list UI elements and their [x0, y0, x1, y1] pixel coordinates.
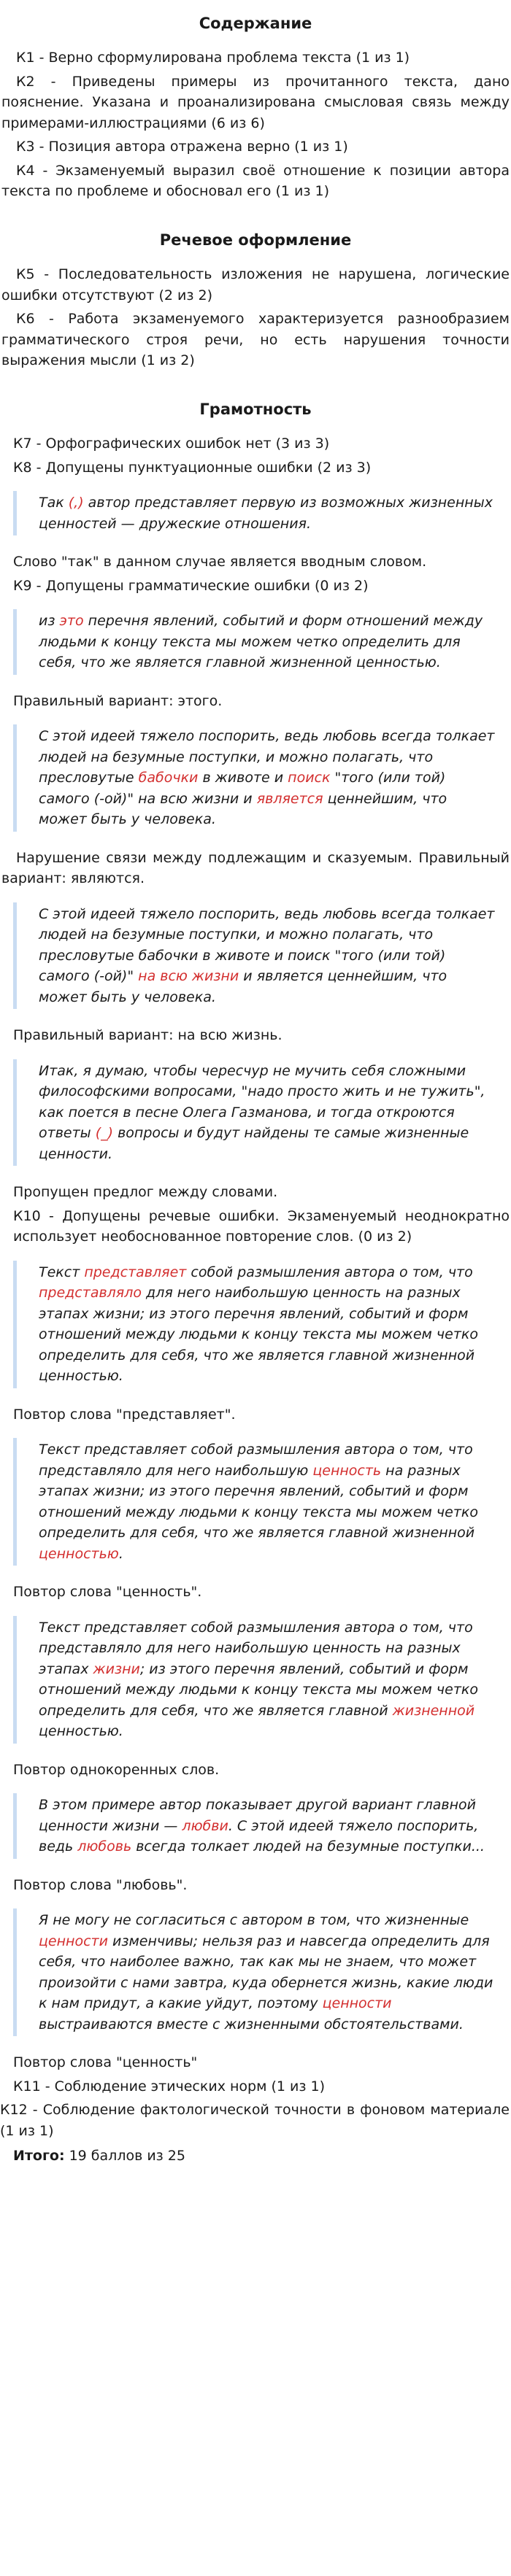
quote-example: [13, 902, 495, 1010]
quote-text: ; из этого перечня явлений, событий и форм отношений между людьми к концу текста мы можем четко определить для себя, что же является главной: [39, 1660, 479, 1719]
error-highlight: (_): [95, 1125, 114, 1142]
quote-text: .: [118, 1545, 123, 1562]
comment: Повтор слова "ценность": [13, 2054, 198, 2071]
quote-example: [13, 1438, 495, 1566]
quote-text: С этой идеей тяжело поспорить, ведь любовь всегда толкает людей на безумные поступки, и можно полагать, что пресловутые: [39, 728, 495, 786]
quote-text: перечня явлений, событий и форм отношений между людьми к концу текста мы можем четко определить для себя, что же является главной жизненной ценностью.: [39, 613, 483, 671]
error-highlight: это: [59, 613, 84, 630]
section-title-literacy: Грамотность: [199, 400, 312, 418]
error-highlight: на всю жизни: [138, 968, 239, 985]
quote-example: [13, 724, 495, 832]
quote-text: выстраиваются вместе с жизненными обстоятельствами.: [39, 2016, 464, 2032]
quote-text: изменчивы; нельзя раз и навсегда определить для себя, что наиболее важно, так как мы не знаем, что может произойти с нами завтра, куда обернется жизнь, какие люди к нам придут, а какие уйдут, поэтому: [39, 1933, 493, 2012]
quote-example: [13, 1261, 495, 1388]
quote-text: всегда толкает людей на безумные поступки...: [131, 1838, 485, 1855]
quote-text: для него наибольшую ценность на разных этапах жизни; из этого перечня явлений, событий и форм отношений между людьми к концу текста мы можем четко определить для себя, что же является главной жизненной ценностью.: [39, 1285, 479, 1385]
error-highlight: представляет: [84, 1264, 187, 1280]
quote-text: Текст представляет собой размышления автора о том, что представляло для него наибольшую: [39, 1442, 473, 1479]
quote-example: [13, 1059, 495, 1167]
quote-text: собой размышления автора о том, что: [186, 1264, 473, 1280]
error-highlight: представляло: [39, 1285, 142, 1301]
criterion-k10: К10 - Допущены речевые ошибки. Экзаменуемый неоднократно использует необоснованное повторение слов. (0 из 2): [13, 1207, 510, 1245]
total-label: Итого:: [13, 2148, 65, 2165]
error-highlight: ценностью: [39, 1545, 119, 1562]
error-highlight: жизненной: [392, 1702, 475, 1719]
quote-example: [13, 1616, 495, 1744]
error-highlight: жизни: [93, 1660, 140, 1677]
criterion-k2: К2 - Приведены примеры из прочитанного текста, дано пояснение. Указана и проанализирована смысловая связь между примерами-иллюстрациями (6 из 6): [1, 73, 510, 131]
quote-example: [13, 609, 495, 675]
criterion-k11: К11 - Соблюдение этических норм (1 из 1): [13, 2078, 325, 2095]
quote-example: [13, 1793, 495, 1859]
quote-text: С этой идеей тяжело поспорить, ведь любовь всегда толкает людей на безумные поступки, и можно полагать, что пресловутые бабочки в животе и поиск "того (или той) самого (-ой)": [39, 905, 495, 985]
quote-text: и является ценнейшим, что может быть у человека.: [39, 968, 447, 1005]
quote-text: из: [39, 613, 60, 630]
quote-text: Текст: [39, 1264, 85, 1280]
error-highlight: является: [256, 790, 323, 807]
comment: Правильный вариант: этого.: [13, 692, 223, 709]
comment: Повтор однокоренных слов.: [13, 1761, 220, 1778]
quote-text: в животе и: [198, 770, 288, 786]
quote-text: В этом примере автор показывает другой вариант главной ценности жизни —: [39, 1797, 476, 1834]
criterion-k4: К4 - Экзаменуемый выразил своё отношение к позиции автора текста по проблеме и обосновал его (1 из 1): [1, 162, 510, 200]
comment: Повтор слова "представляет".: [13, 1406, 236, 1423]
quote-text: Так: [39, 495, 69, 511]
criterion-k9: К9 - Допущены грамматические ошибки (0 из 2): [13, 577, 369, 594]
quote-text: автор представляет первую из возможных жизненных ценностей — дружеские отношения.: [39, 495, 493, 532]
error-highlight: ценность: [312, 1462, 382, 1479]
quote-example: [13, 1908, 495, 2036]
quote-text: Текст представляет собой размышления автора о том, что представляло для него наибольшую ценность на разных этапах: [39, 1619, 473, 1677]
quote-text: ценностью.: [39, 1723, 123, 1740]
criterion-k7: К7 - Орфографических ошибок нет (3 из 3): [13, 436, 330, 452]
quote-text: "того (или той) самого (-ой)" на всю жизни и: [39, 770, 446, 807]
total-value: 19 баллов из 25: [69, 2148, 185, 2165]
criterion-k3: К3 - Позиция автора отражена верно (1 из 1): [16, 139, 348, 155]
error-highlight: ценности: [322, 1995, 392, 2012]
comment: Нарушение связи между подлежащим и сказуемым. Правильный вариант: являются.: [1, 849, 510, 887]
comment: Повтор слова "любовь".: [13, 1876, 188, 1893]
section-title-content: Содержание: [199, 15, 312, 32]
total-score: [0, 2146, 511, 2167]
quote-example: [13, 491, 495, 535]
quote-text: Итак, я думаю, чтобы чересчур не мучить себя сложными философскими вопросами, "надо просто жить и не тужить", как поется в песне Олега Газманова, и тогда откроются ответы: [39, 1062, 485, 1142]
criterion-k8: К8 - Допущены пунктуационные ошибки (2 из 3): [13, 459, 372, 476]
quote-text: на разных этапах жизни; из этого перечня явлений, событий и форм отношений между людьми к концу текста мы можем четко определить для себя, что же является главной жизненной: [39, 1462, 479, 1542]
error-highlight: любви: [182, 1817, 228, 1834]
comment: Слово "так" в данном случае является вводным словом.: [13, 554, 427, 570]
error-highlight: любовь: [77, 1838, 132, 1855]
comment: Пропущен предлог между словами.: [13, 1184, 278, 1201]
error-highlight: бабочки: [138, 770, 199, 786]
error-highlight: поиск: [288, 770, 331, 786]
comment: Правильный вариант: на всю жизнь.: [13, 1027, 283, 1044]
quote-text: ценнейшим, что может быть у человека.: [39, 790, 447, 828]
error-highlight: (,): [68, 495, 84, 511]
section-title-style: Речевое оформление: [159, 231, 352, 249]
criterion-k1: К1 - Верно сформулирована проблема текста (1 из 1): [16, 50, 410, 66]
criterion-k6: К6 - Работа экзаменуемого характеризуется разнообразием грамматического строя речи, но есть нарушения точности выражения мысли (1 из 2): [1, 311, 510, 369]
quote-text: Я не могу не согласиться с автором в том, что жизненные: [39, 1912, 469, 1929]
comment: Повтор слова "ценность".: [13, 1584, 202, 1601]
criterion-k12: К12 - Соблюдение фактологической точности в фоновом материале (1 из 1): [0, 2102, 510, 2139]
criterion-k5: К5 - Последовательность изложения не нарушена, логические ошибки отсутствуют (2 из 2): [1, 266, 510, 303]
quote-text: вопросы и будут найдены те самые жизненные ценности.: [39, 1125, 469, 1162]
error-highlight: ценности: [39, 1933, 108, 1949]
quote-text: . С этой идеей тяжело поспорить, ведь: [39, 1817, 479, 1855]
